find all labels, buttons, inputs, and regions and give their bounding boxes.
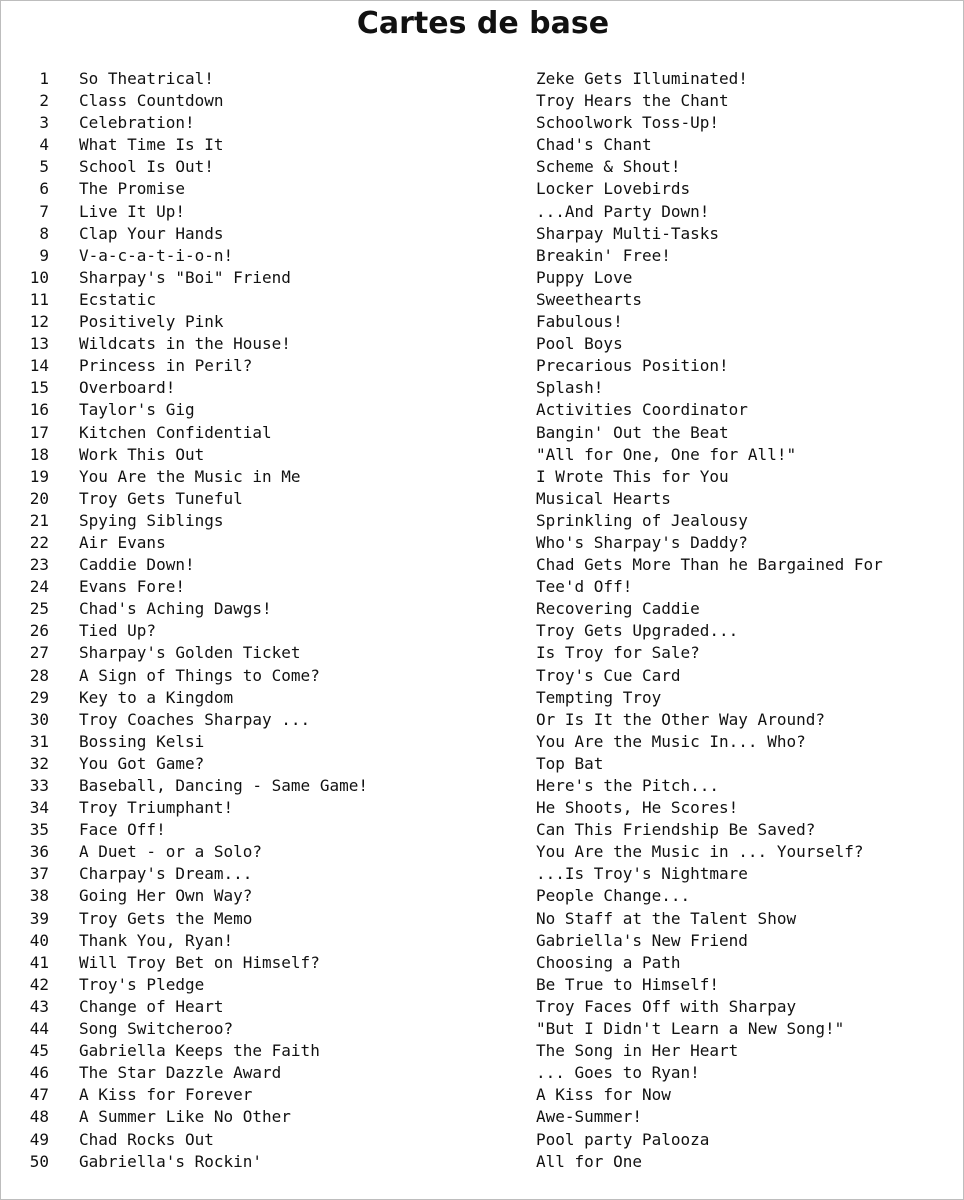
card-number: 10 — [29, 267, 49, 287]
card-title-right: Zeke Gets Illuminated! — [536, 69, 748, 88]
card-number: 9 — [39, 245, 49, 265]
card-title-left: V-a-c-a-t-i-o-n! — [79, 245, 234, 265]
card-title-right: Choosing a Path — [536, 952, 681, 972]
card-title-left: Face Off! — [79, 820, 166, 840]
card-title-left: Key to a Kingdom — [79, 687, 234, 707]
card-title-right: Top Bat — [536, 753, 604, 773]
card-title-left: Troy Gets Tuneful — [79, 488, 243, 508]
card-title-left: Song Switcheroo? — [79, 1019, 234, 1039]
card-number: 42 — [29, 974, 49, 994]
card-title-right: Breakin' Free! — [536, 245, 671, 265]
card-number: 20 — [29, 488, 49, 508]
card-title-right: Troy's Cue Card — [536, 665, 681, 685]
card-title-left: What Time Is It — [79, 135, 224, 155]
card-row — [1, 444, 964, 466]
card-title-left: A Sign of Things to Come? — [79, 665, 320, 685]
card-row — [1, 532, 964, 554]
card-title-left: Caddie Down! — [79, 555, 195, 575]
card-title-left: Air Evans — [79, 532, 166, 552]
card-row — [1, 245, 964, 267]
card-title-left: Charpay's Dream... — [79, 864, 253, 884]
card-title-right: Gabriella's New Friend — [536, 930, 748, 950]
card-title-left: A Duet - or a Solo? — [79, 842, 263, 862]
card-row — [1, 1129, 964, 1151]
card-row — [1, 355, 964, 377]
card-number: 2 — [39, 91, 49, 111]
card-row — [1, 1062, 964, 1084]
card-title-left: Taylor's Gig — [79, 400, 195, 420]
card-title-left: Thank You, Ryan! — [79, 930, 234, 950]
card-title-right: No Staff at the Talent Show — [536, 908, 797, 928]
card-title-left: Work This Out — [79, 444, 205, 464]
card-title-left: The Star Dazzle Award — [79, 1063, 282, 1083]
card-row — [1, 289, 964, 311]
card-row — [1, 841, 964, 863]
card-row — [1, 90, 964, 112]
card-row — [1, 1018, 964, 1040]
card-title-right: ...Is Troy's Nightmare — [536, 864, 748, 884]
card-row — [1, 178, 964, 200]
card-title-right: Bangin' Out the Beat — [536, 422, 729, 442]
card-number: 14 — [29, 356, 49, 376]
card-title-left: A Kiss for Forever — [79, 1085, 253, 1105]
card-title-right: Recovering Caddie — [536, 599, 700, 619]
card-row — [1, 223, 964, 245]
card-number: 24 — [29, 577, 49, 597]
card-title-left: So Theatrical! — [79, 69, 214, 88]
card-number: 46 — [29, 1063, 49, 1083]
card-row — [1, 709, 964, 731]
card-title-right: I Wrote This for You — [536, 466, 729, 486]
card-title-right: Pool Boys — [536, 334, 623, 354]
card-title-left: Troy Triumphant! — [79, 798, 234, 818]
card-row — [1, 112, 964, 134]
card-title-right: Chad Gets More Than he Bargained For — [536, 555, 883, 575]
card-title-right: Troy Faces Off with Sharpay — [536, 996, 797, 1016]
card-row — [1, 665, 964, 687]
card-title-left: Chad's Aching Dawgs! — [79, 599, 272, 619]
card-number: 36 — [29, 842, 49, 862]
card-number: 44 — [29, 1019, 49, 1039]
card-number: 33 — [29, 776, 49, 795]
card-row — [1, 775, 964, 797]
card-row — [1, 333, 964, 355]
card-number: 17 — [29, 422, 49, 442]
card-title-right: Pool party Palooza — [536, 1129, 710, 1149]
card-title-right: Awe-Summer! — [536, 1107, 642, 1127]
card-number: 30 — [29, 709, 49, 729]
card-number: 45 — [29, 1041, 49, 1061]
card-title-right: Sweethearts — [536, 289, 642, 309]
card-number: 16 — [29, 400, 49, 420]
card-number: 23 — [29, 555, 49, 575]
card-row — [1, 466, 964, 488]
card-number: 47 — [29, 1085, 49, 1105]
card-row — [1, 996, 964, 1018]
card-title-right: He Shoots, He Scores! — [536, 798, 739, 818]
card-number: 21 — [29, 510, 49, 530]
card-title-right: You Are the Music In... Who? — [536, 731, 806, 751]
card-title-right: Tempting Troy — [536, 687, 662, 707]
card-title-left: The Promise — [79, 179, 185, 199]
card-title-left: Clap Your Hands — [79, 223, 224, 243]
card-number: 6 — [39, 179, 49, 199]
card-number: 1 — [39, 69, 49, 88]
card-title-left: You Got Game? — [79, 753, 205, 773]
card-number: 7 — [39, 201, 49, 221]
card-title-left: Troy Coaches Sharpay ... — [79, 709, 311, 729]
card-title-right: Scheme & Shout! — [536, 157, 681, 177]
card-title-left: Baseball, Dancing - Same Game! — [79, 776, 368, 795]
card-title-right: Tee'd Off! — [536, 577, 633, 597]
card-number: 25 — [29, 599, 49, 619]
card-title-right: Fabulous! — [536, 312, 623, 332]
card-number: 26 — [29, 621, 49, 641]
card-row — [1, 620, 964, 642]
card-title-right: The Song in Her Heart — [536, 1041, 739, 1061]
card-title-right: ... Goes to Ryan! — [536, 1063, 700, 1083]
card-number: 35 — [29, 820, 49, 840]
card-row — [1, 1040, 964, 1062]
card-row — [1, 311, 964, 333]
card-row — [1, 908, 964, 930]
card-number: 22 — [29, 532, 49, 552]
card-number: 38 — [29, 886, 49, 906]
card-row — [1, 510, 964, 532]
card-number: 50 — [29, 1151, 49, 1171]
card-title-left: Sharpay's Golden Ticket — [79, 643, 301, 663]
card-title-left: A Summer Like No Other — [79, 1107, 291, 1127]
card-title-left: Troy's Pledge — [79, 974, 205, 994]
card-title-left: Bossing Kelsi — [79, 731, 205, 751]
card-title-right: You Are the Music in ... Yourself? — [536, 842, 864, 862]
card-row — [1, 488, 964, 510]
card-title-right: Chad's Chant — [536, 135, 652, 155]
card-title-right: Troy Gets Upgraded... — [536, 621, 739, 641]
card-number: 19 — [29, 466, 49, 486]
page-title: Cartes de base — [356, 6, 610, 41]
card-row — [1, 1084, 964, 1106]
card-title-left: Sharpay's "Boi" Friend — [79, 267, 291, 287]
card-title-right: A Kiss for Now — [536, 1085, 671, 1105]
card-title-right: Musical Hearts — [536, 488, 671, 508]
card-number: 27 — [29, 643, 49, 663]
card-title-left: Change of Heart — [79, 996, 224, 1016]
card-number: 4 — [39, 135, 49, 155]
card-row — [1, 1151, 964, 1173]
card-title-right: Splash! — [536, 378, 604, 398]
card-row — [1, 1106, 964, 1128]
card-row — [1, 377, 964, 399]
card-title-right: "All for One, One for All!" — [536, 444, 797, 464]
card-number: 49 — [29, 1129, 49, 1149]
card-title-left: Class Countdown — [79, 91, 224, 111]
card-title-left: Spying Siblings — [79, 510, 224, 530]
card-row — [1, 863, 964, 885]
card-number: 39 — [29, 908, 49, 928]
card-title-left: Gabriella Keeps the Faith — [79, 1041, 320, 1061]
card-number: 48 — [29, 1107, 49, 1127]
card-row — [1, 68, 964, 90]
card-number: 18 — [29, 444, 49, 464]
card-title-right: Precarious Position! — [536, 356, 729, 376]
card-title-right: Locker Lovebirds — [536, 179, 691, 199]
card-row — [1, 156, 964, 178]
card-row — [1, 554, 964, 576]
card-row — [1, 819, 964, 841]
card-number: 5 — [39, 157, 49, 177]
card-number: 11 — [29, 289, 49, 309]
card-title-left: Troy Gets the Memo — [79, 908, 253, 928]
card-title-right: Be True to Himself! — [536, 974, 720, 994]
card-row — [1, 753, 964, 775]
card-row — [1, 952, 964, 974]
card-title-left: Kitchen Confidential — [79, 422, 272, 442]
card-title-right: All for One — [536, 1151, 642, 1171]
card-title-left: Wildcats in the House! — [79, 334, 291, 354]
card-row — [1, 687, 964, 709]
card-title-left: Evans Fore! — [79, 577, 185, 597]
card-title-left: Will Troy Bet on Himself? — [79, 952, 320, 972]
card-title-right: Or Is It the Other Way Around? — [536, 709, 825, 729]
card-number: 3 — [39, 113, 49, 133]
card-title-right: Activities Coordinator — [536, 400, 748, 420]
card-number: 37 — [29, 864, 49, 884]
card-row — [1, 267, 964, 289]
card-number: 15 — [29, 378, 49, 398]
card-title-right: People Change... — [536, 886, 691, 906]
card-title-left: Princess in Peril? — [79, 356, 253, 376]
card-number: 13 — [29, 334, 49, 354]
card-row — [1, 974, 964, 996]
card-number: 28 — [29, 665, 49, 685]
card-title-left: Chad Rocks Out — [79, 1129, 214, 1149]
card-title-right: Sharpay Multi-Tasks — [536, 223, 720, 243]
card-title-right: ...And Party Down! — [536, 201, 710, 221]
card-row — [1, 642, 964, 664]
card-number: 29 — [29, 687, 49, 707]
card-list — [1, 68, 964, 1173]
card-title-right: "But I Didn't Learn a New Song!" — [536, 1019, 845, 1039]
card-number: 31 — [29, 731, 49, 751]
card-title-right: Is Troy for Sale? — [536, 643, 700, 663]
card-row — [1, 422, 964, 444]
card-title-left: Ecstatic — [79, 289, 157, 309]
card-title-left: Gabriella's Rockin' — [79, 1151, 263, 1171]
card-title-left: Going Her Own Way? — [79, 886, 253, 906]
card-number: 12 — [29, 312, 49, 332]
card-title-left: School Is Out! — [79, 157, 214, 177]
card-number: 41 — [29, 952, 49, 972]
card-number: 43 — [29, 996, 49, 1016]
card-number: 8 — [39, 223, 49, 243]
card-row — [1, 576, 964, 598]
card-title-left: Positively Pink — [79, 312, 224, 332]
card-title-left: Overboard! — [79, 378, 176, 398]
card-title-right: Sprinkling of Jealousy — [536, 510, 748, 530]
card-row — [1, 930, 964, 952]
card-title-right: Can This Friendship Be Saved? — [536, 820, 816, 840]
card-row — [1, 731, 964, 753]
card-number: 34 — [29, 798, 49, 818]
card-number: 32 — [29, 753, 49, 773]
card-title-left: You Are the Music in Me — [79, 466, 301, 486]
card-row — [1, 134, 964, 156]
card-row — [1, 399, 964, 421]
card-title-right: Who's Sharpay's Daddy? — [536, 532, 748, 552]
card-title-left: Tied Up? — [79, 621, 157, 641]
card-row — [1, 201, 964, 223]
card-row — [1, 598, 964, 620]
card-title-right: Schoolwork Toss-Up! — [536, 113, 720, 133]
card-row — [1, 797, 964, 819]
card-title-right: Puppy Love — [536, 267, 633, 287]
card-number: 40 — [29, 930, 49, 950]
card-row — [1, 885, 964, 907]
card-title-left: Live It Up! — [79, 201, 185, 221]
card-title-left: Celebration! — [79, 113, 195, 133]
card-title-right: Here's the Pitch... — [536, 776, 720, 795]
card-title-right: Troy Hears the Chant — [536, 91, 729, 111]
